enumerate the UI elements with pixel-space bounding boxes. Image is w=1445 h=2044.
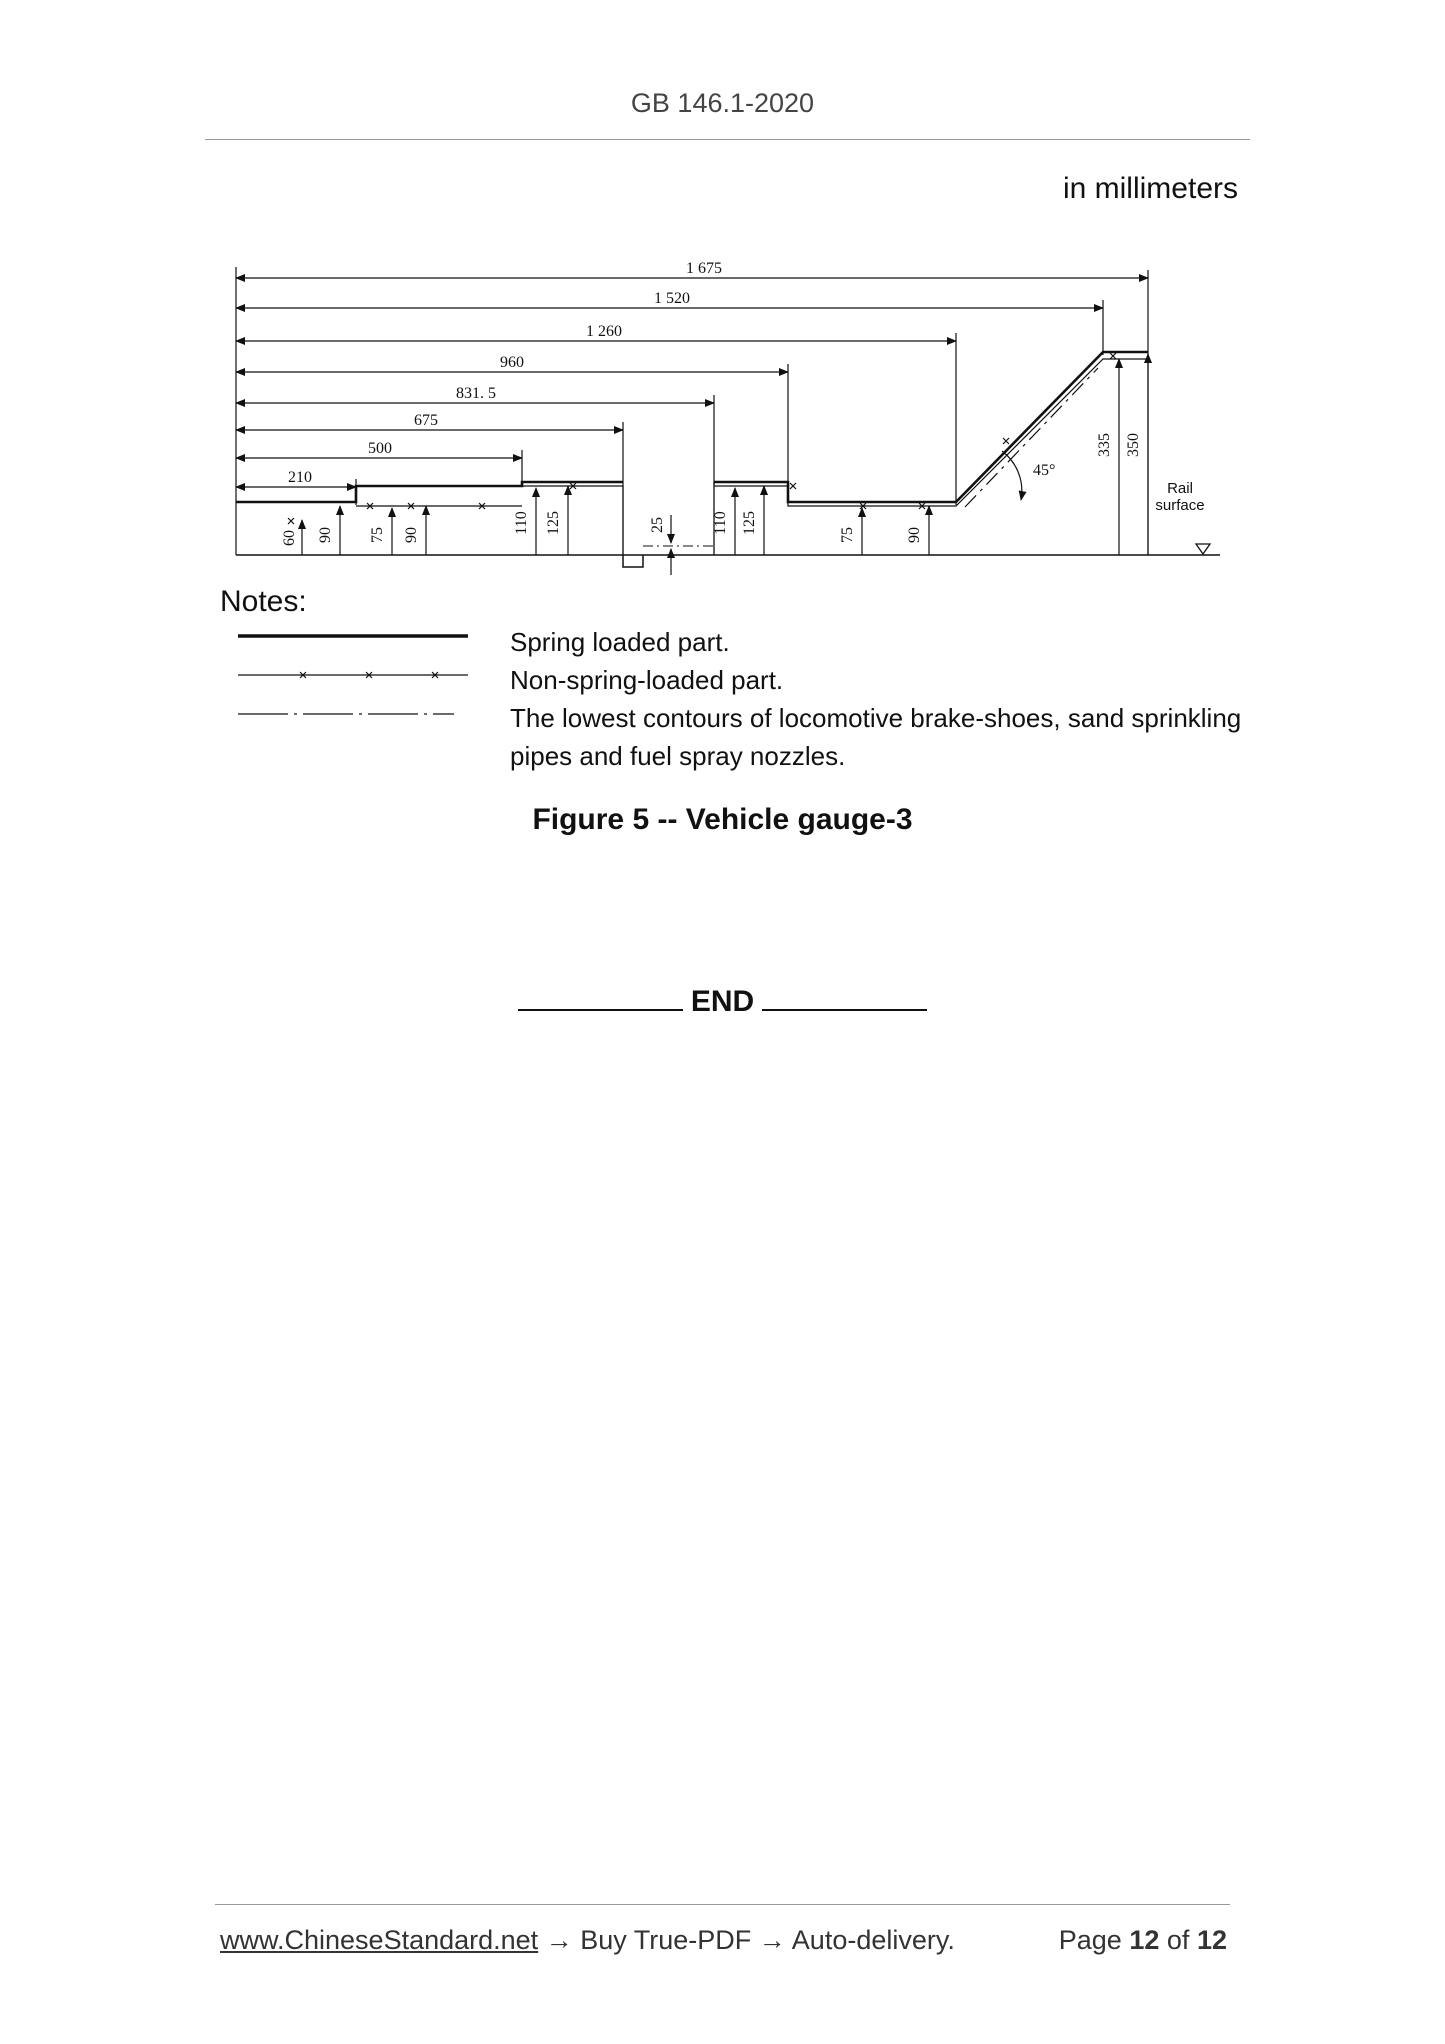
arrow-icon: →	[545, 1925, 573, 1955]
dim-1675-label: 1 675	[686, 260, 722, 277]
legend-dashdot-line	[238, 708, 470, 720]
page-current: 12	[1129, 1925, 1160, 1955]
dim-1520-label: 1 520	[654, 290, 690, 307]
dim-75b-label: 75	[839, 527, 856, 543]
end-text: END	[690, 985, 755, 1018]
footer-rule	[215, 1904, 1230, 1905]
dim-335-label: 335	[1096, 433, 1113, 457]
spring-loaded-contour-right	[714, 352, 1148, 502]
dim-75a-label: 75	[369, 527, 386, 543]
arrow-icon: →	[758, 1925, 786, 1955]
notes-title: Notes:	[220, 585, 307, 618]
dim-675-label: 675	[414, 412, 438, 429]
dim-500-label: 500	[368, 440, 392, 457]
dim-1260-label: 1 260	[586, 323, 622, 340]
legend-solid-line	[238, 630, 470, 642]
dim-90c-label: 90	[906, 527, 923, 543]
angle-label: 45°	[1033, 462, 1056, 479]
legend-cross-line	[238, 668, 470, 682]
dim-60-label: 60	[281, 530, 298, 546]
note-lowest-contours: The lowest contours of locomotive brake-shoes, sand sprinkling	[510, 703, 1242, 733]
end-marker	[0, 985, 1445, 1019]
header-rule	[205, 139, 1250, 140]
page-label: Page	[1058, 1925, 1122, 1955]
dim-90b-label: 90	[403, 527, 420, 543]
dim-110b-label: 110	[712, 511, 729, 535]
center-recess	[623, 555, 643, 567]
site-link[interactable]: www.ChineseStandard.net	[220, 1925, 539, 1955]
rail-label-line1: Rail	[1167, 480, 1193, 497]
page-of: of	[1166, 1925, 1190, 1955]
dim-25-label: 25	[649, 517, 666, 533]
dim-125b-label: 125	[741, 511, 758, 535]
auto-delivery-text: Auto-delivery.	[791, 1925, 955, 1955]
dim-110a-label: 110	[513, 511, 530, 535]
vehicle-gauge-figure	[230, 255, 1230, 575]
dim-125a-label: 125	[545, 511, 562, 535]
rail-surface-symbol	[1196, 544, 1210, 554]
locomotive-contour	[965, 368, 1098, 507]
dim-350-label: 350	[1125, 433, 1142, 457]
figure-caption: Figure 5 -- Vehicle gauge-3	[532, 803, 913, 836]
units-note: in millimeters	[1062, 172, 1238, 205]
end-blank-left	[518, 987, 683, 1011]
rail-label-line2: surface	[1155, 497, 1205, 514]
page-total: 12	[1196, 1925, 1227, 1955]
note-non-spring-loaded: Non-spring-loaded part.	[510, 665, 784, 695]
page-header: GB 146.1-2020	[630, 88, 815, 118]
dim-90a-label: 90	[317, 527, 334, 543]
dim-831-label: 831. 5	[456, 385, 496, 402]
note-spring-loaded: Spring loaded part.	[510, 627, 730, 657]
dim-210-label: 210	[288, 469, 312, 486]
cross-markers	[288, 353, 1116, 524]
page-number	[1059, 1925, 1227, 1956]
buy-true-pdf-text: Buy True-PDF	[580, 1925, 752, 1955]
note-lowest-contours-continued: pipes and fuel spray nozzles.	[510, 741, 846, 771]
dim-960-label: 960	[500, 354, 524, 371]
vertical-dimensions	[302, 354, 1148, 575]
footer-links	[220, 1925, 955, 1956]
end-blank-right	[762, 987, 927, 1011]
